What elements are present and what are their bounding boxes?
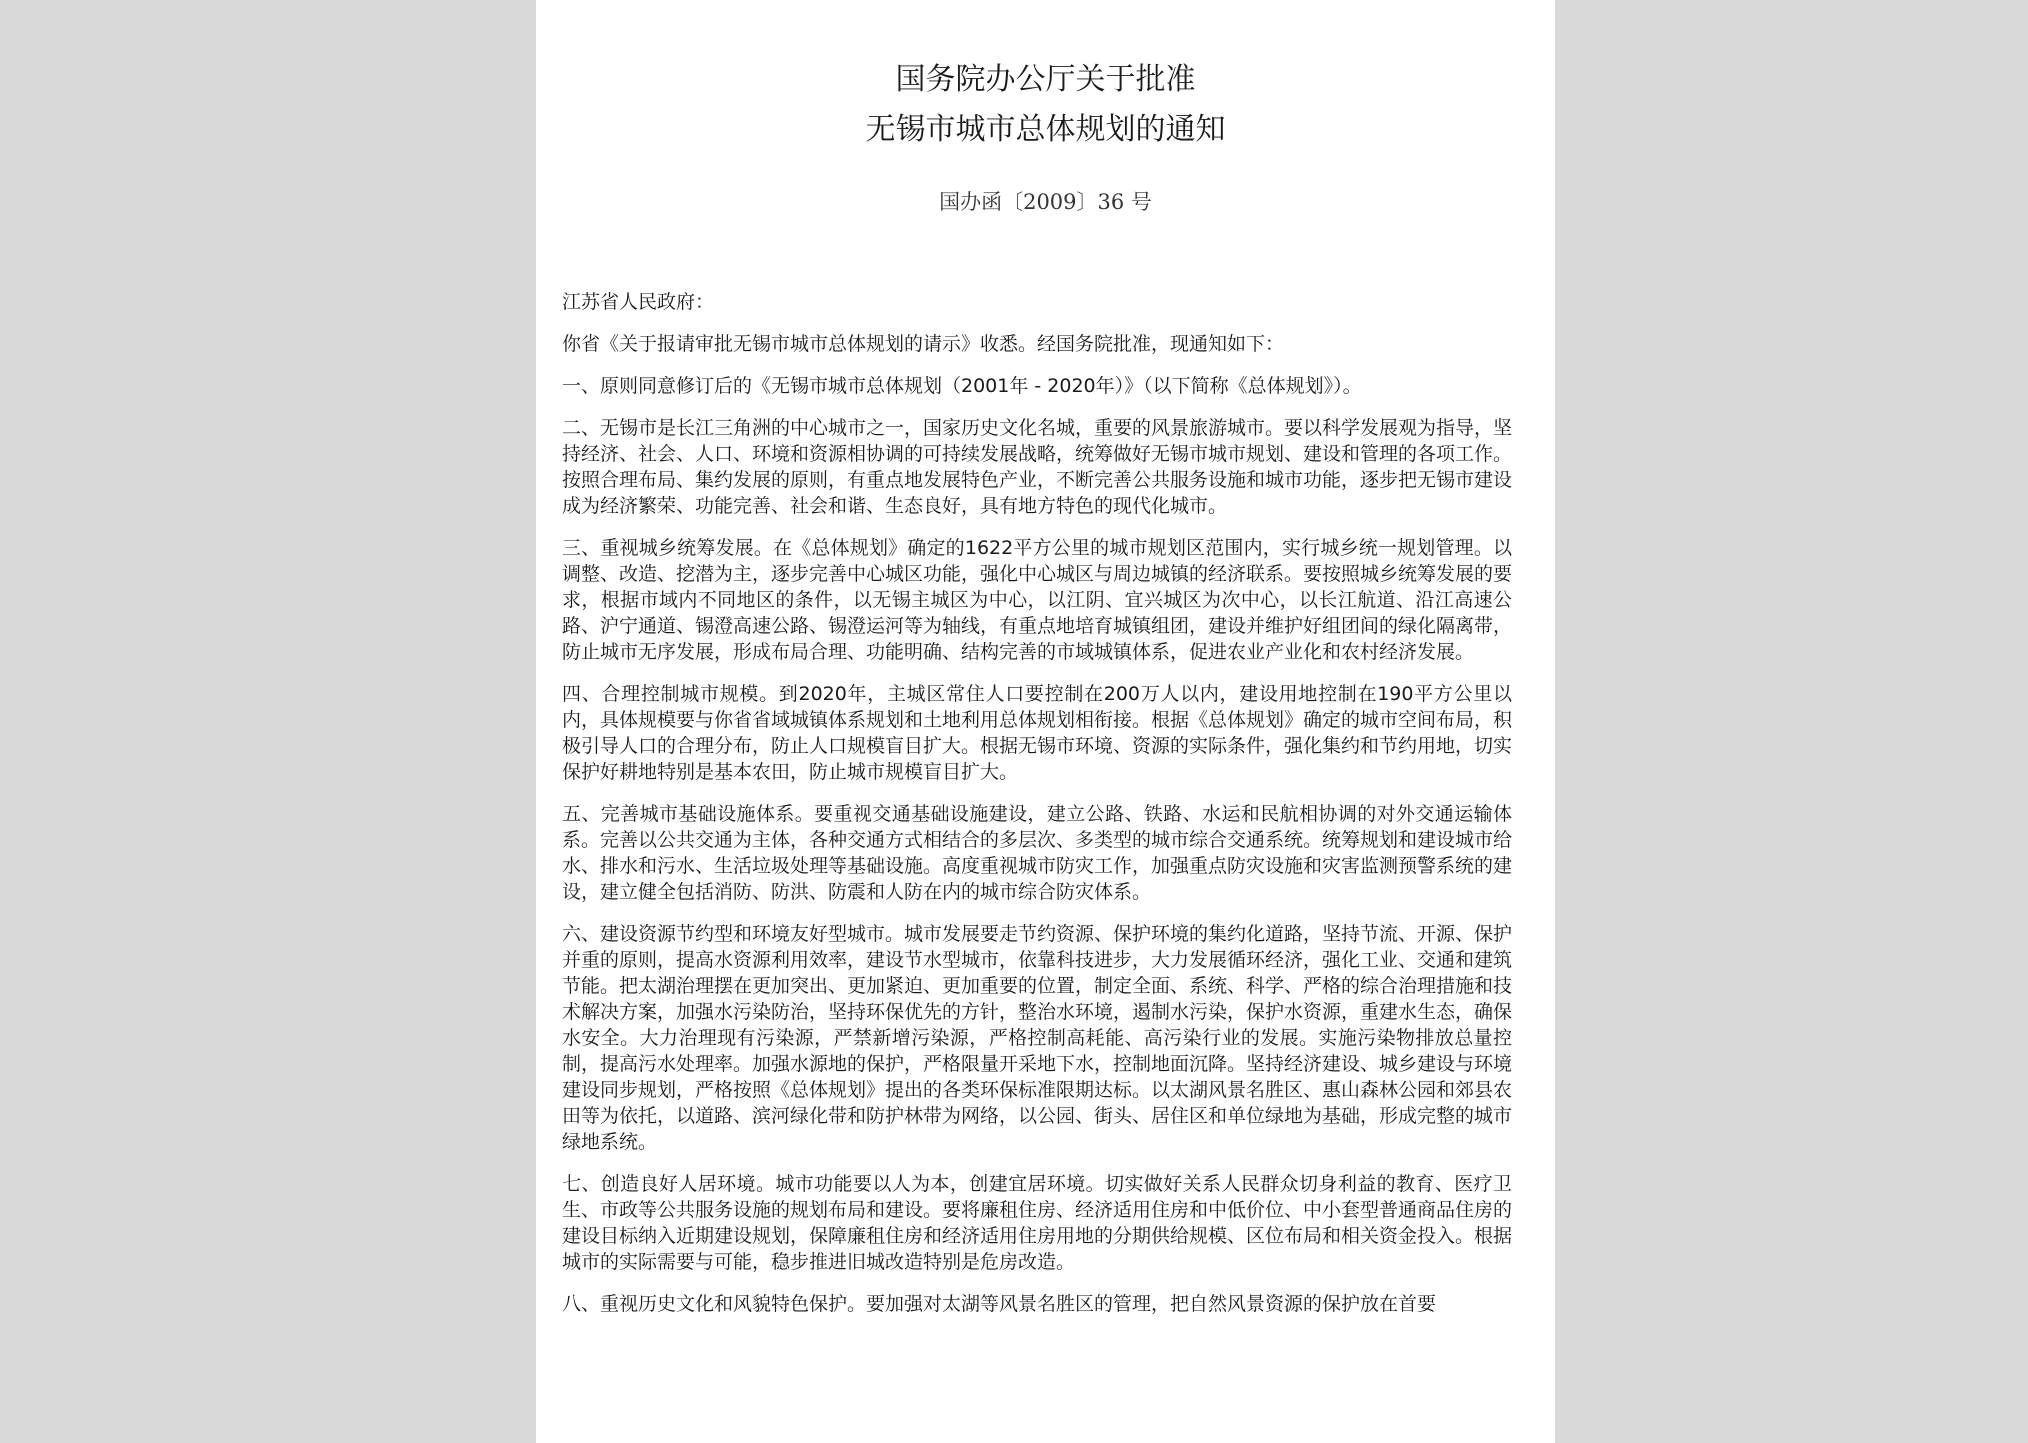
title-line-1: 国务院办公厅关于批准 xyxy=(895,62,1196,97)
paragraph: 六、建设资源节约型和环境友好型城市。城市发展要走节约资源、保护环境的集约化道路，坚持节流、开源、保护并重的原则，提高水资源利用效率，建设节水型城市，依靠科技进步，大力发展循环经济，强化工业、交通和建筑节能。把太湖治理摆在更加突出、更加紧迫、更加重要的位置，制定全面、系统、科学、严格的综合治理措施和技术解决方案，加强水污染防治，坚持环保优先的方针，整治水环境，遏制水污染，保护水资源，重建水生态，确保水安全。大力治理现有污染源，严禁新增污染源，严格控制高耗能、高污染行业的发展。实施污染物排放总量控制，提高污水处理率。加强水源地的保护，严格限量开采地下水，控制地面沉降。坚持经济建设、城乡建设与环境建设同步规划，严格按照《总体规划》提出的各类环保标准限期达标。以太湖风景名胜区、惠山森林公园和郊县农田等为依托，以道路、滨河绿化带和防护林带为网络，以公园、街头、居住区和单位绿地为基础，形成完整的城市绿地系统。 xyxy=(562,923,1513,1153)
paragraph: 二、无锡市是长江三角洲的中心城市之一，国家历史文化名城，重要的风景旅游城市。要以科学发展观为指导，坚持经济、社会、人口、环境和资源相协调的可持续发展战略，统筹做好无锡市城市规划、建设和管理的各项工作。按照合理布局、集约发展的原则，有重点地发展特色产业，不断完善公共服务设施和城市功能，逐步把无锡市建设成为经济繁荣、功能完善、社会和谐、生态良好，具有地方特色的现代化城市。 xyxy=(562,417,1513,517)
document-body xyxy=(562,289,1512,1333)
paragraph: 七、创造良好人居环境。城市功能要以人为本，创建宜居环境。切实做好关系人民群众切身利益的教育、医疗卫生、市政等公共服务设施的规划布局和建设。要将廉租住房、经济适用住房和中低价位、中小套型普通商品住房的建设目标纳入近期建设规划，保障廉租住房和经济适用住房用地的分期供给规模、区位布局和相关资金投入。根据城市的实际需要与可能，稳步推进旧城改造特别是危房改造。 xyxy=(562,1173,1513,1273)
paragraph: 你省《关于报请审批无锡市城市总体规划的请示》收悉。经国务院批准，现通知如下： xyxy=(562,333,1285,355)
paragraph: 四、合理控制城市规模。到2020年，主城区常住人口要控制在200万人以内，建设用地控制在190平方公里以内，具体规模要与你省省域城镇体系规划和土地利用总体规划相衔接。根据《总体规划》确定的城市空间布局，积极引导人口的合理分布，防止人口规模盲目扩大。根据无锡市环境、资源的实际条件，强化集约和节约用地，切实保护好耕地特别是基本农田，防止城市规模盲目扩大。 xyxy=(562,683,1513,783)
document-page xyxy=(536,0,1555,1443)
document-title xyxy=(536,55,1555,155)
paragraph: 八、重视历史文化和风貌特色保护。要加强对太湖等风景名胜区的管理，把自然风景资源的保护放在首要 xyxy=(562,1293,1437,1315)
paragraph: 一、原则同意修订后的《无锡市城市总体规划（2001年 - 2020年）》（以下简称《总体规划》）。 xyxy=(562,375,1362,397)
paragraph: 三、重视城乡统筹发展。在《总体规划》确定的1622平方公里的城市规划区范围内，实行城乡统一规划管理。以调整、改造、挖潜为主，逐步完善中心城区功能，强化中心城区与周边城镇的经济联系。要按照城乡统筹发展的要求，根据市域内不同地区的条件，以无锡主城区为中心，以江阴、宜兴城区为次中心，以长江航道、沿江高速公路、沪宁通道、锡澄高速公路、锡澄运河等为轴线，有重点地培育城镇组团，建设并维护好组团间的绿化隔离带，防止城市无序发展，形成布局合理、功能明确、结构完善的市域城镇体系，促进农业产业化和农村经济发展。 xyxy=(562,537,1513,663)
document-number: 国办函〔2009〕36 号 xyxy=(939,190,1152,214)
salutation: 江苏省人民政府： xyxy=(562,291,715,313)
paragraph: 五、完善城市基础设施体系。要重视交通基础设施建设，建立公路、铁路、水运和民航相协调的对外交通运输体系。完善以公共交通为主体，各种交通方式相结合的多层次、多类型的城市综合交通系统。统筹规划和建设城市给水、排水和污水、生活垃圾处理等基础设施。高度重视城市防灾工作，加强重点防灾设施和灾害监测预警系统的建设，建立健全包括消防、防洪、防震和人防在内的城市综合防灾体系。 xyxy=(562,803,1513,903)
title-line-2: 无锡市城市总体规划的通知 xyxy=(865,112,1226,147)
